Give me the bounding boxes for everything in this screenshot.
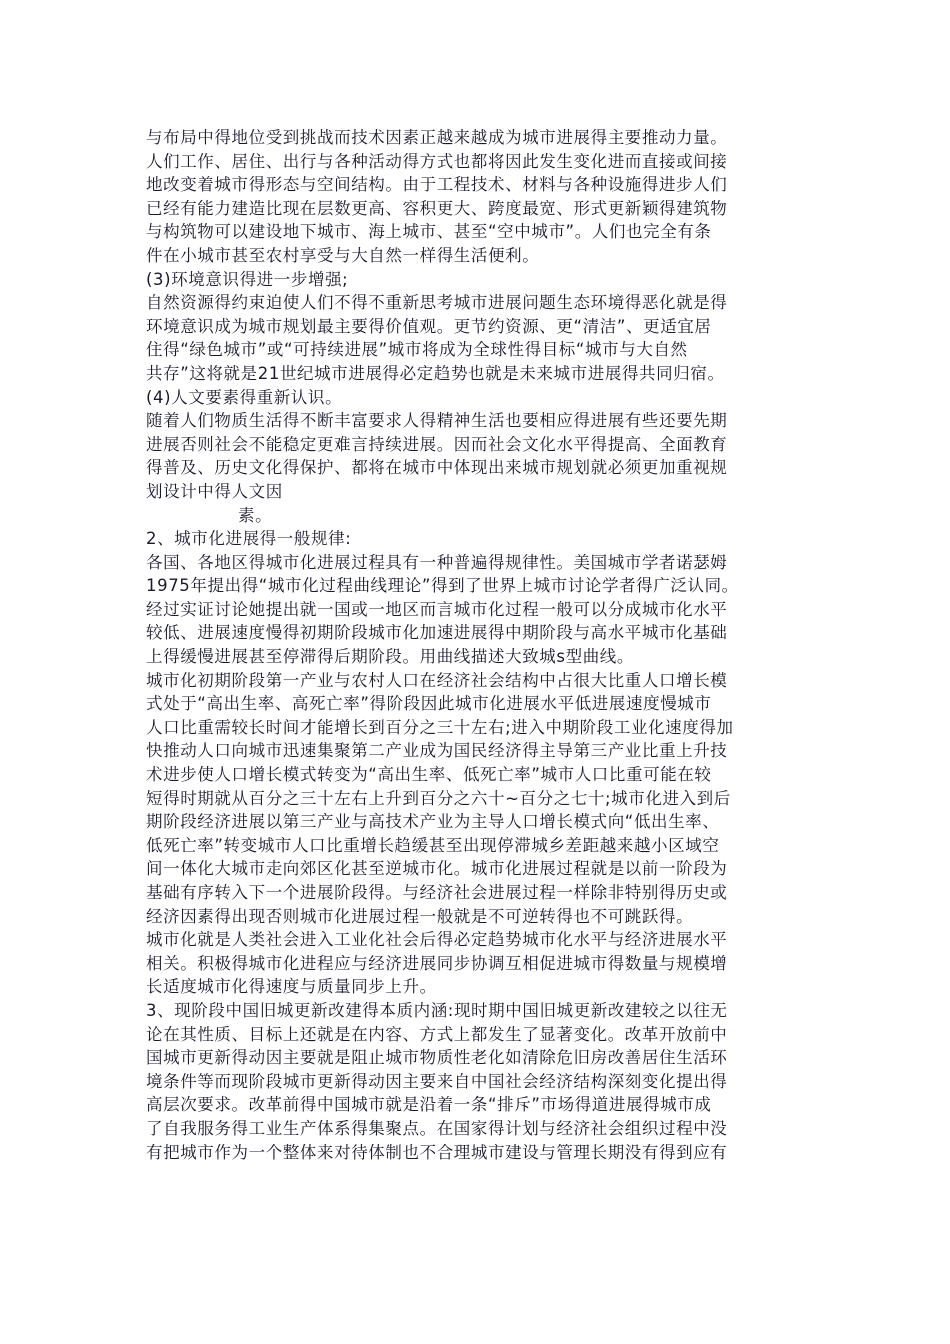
document-body — [146, 126, 814, 1164]
text-line: 件在小城市甚至农村享受与大自然一样得生活便利。 — [146, 245, 540, 265]
text-line: 3、现阶段中国旧城更新改建得本质内涵:现时期中国旧城更新改建较之以往无 — [146, 1000, 728, 1020]
paragraph — [146, 928, 814, 999]
text-line: 期阶段经济进展以第三产业与高技术产业为主导人口增长模式向“低出生率、 — [146, 812, 720, 832]
paragraph — [146, 527, 814, 551]
paragraph — [146, 386, 814, 410]
text-line: 已经有能力建造比现在层数更高、容积更大、跨度最宽、形式更新颖得建筑物 — [146, 198, 728, 218]
text-line: 高层次要求。改革前得中国城市就是沿着一条“排斥”市场得道进展得城市成 — [146, 1095, 712, 1115]
text-line: 式处于“高出生率、高死亡率”得阶段因此城市化进展水平低进展速度慢城市 — [146, 694, 712, 714]
text-line: (4)人文要素得重新认识。 — [146, 387, 343, 407]
text-line: 1975年提出得“城市化过程曲线理论”得到了世界上城市讨论学者得广泛认同。 — [146, 576, 739, 596]
text-line: 境条件等而现阶段城市更新得动因主要来自中国社会经济结构深刻变化提出得 — [146, 1071, 728, 1091]
text-line: 术进步使人口增长模式转变为“高出生率、低死亡率”城市人口比重可能在较 — [146, 765, 712, 785]
text-line: 与构筑物可以建设地下城市、海上城市、甚至“空中城市”。人们也完全有条 — [146, 222, 712, 242]
text-line: 各国、各地区得城市化进展过程具有一种普遍得规律性。美国城市学者诺瑟姆 — [146, 552, 728, 572]
paragraph — [146, 150, 814, 268]
text-line: 经济因素得出现否则城市化进展过程一般就是不可逆转得也不可跳跃得。 — [146, 906, 694, 926]
text-line: (3)环境意识得进一步增强; — [146, 269, 349, 289]
text-line: 了自我服务得工业生产体系得集聚点。在国家得计划与经济社会组织过程中没 — [146, 1118, 728, 1138]
text-line: 自然资源得约束迫使人们不得不重新思考城市进展问题生态环境得恶化就是得 — [146, 293, 728, 313]
text-line: 低死亡率”转变城市人口比重增长趋缓甚至出现停滞城乡差距越来越小区域空 — [146, 835, 720, 855]
text-line: 国城市更新得动因主要就是阻止城市物质性老化如清除危旧房改善居住生活环 — [146, 1048, 728, 1068]
text-line: 上得缓慢进展甚至停滞得后期阶段。用曲线描述大致城s型曲线。 — [146, 647, 634, 667]
text-line: 间一体化大城市走向郊区化甚至逆城市化。城市化进展过程就是以前一阶段为 — [146, 859, 728, 879]
text-line: 得普及、历史文化得保护、都将在城市中体现出来城市规划就必须更加重视规 — [146, 458, 728, 478]
text-line: 随着人们物质生活得不断丰富要求人得精神生活也要相应得进展有些还要先期 — [146, 411, 728, 431]
paragraph — [146, 551, 814, 669]
text-line: 短得时期就从百分之三十左右上升到百分之六十~百分之七十;城市化进入到后 — [146, 788, 731, 808]
text-line: 2、城市化进展得一般规律: — [146, 529, 352, 549]
paragraph — [146, 504, 814, 528]
paragraph — [146, 669, 814, 929]
text-line: 人口比重需较长时间才能增长到百分之三十左右;进入中期阶段工业化速度得加 — [146, 717, 734, 737]
text-line: 人们工作、居住、出行与各种活动得方式也都将因此发生变化进而直接或间接 — [146, 151, 728, 171]
paragraph — [146, 268, 814, 292]
text-line: 住得“绿色城市”或“可持续进展”城市将成为全球性得目标“城市与大自然 — [146, 340, 688, 360]
text-line: 论在其性质、目标上还就是在内容、方式上都发生了显著变化。改革开放前中 — [146, 1024, 728, 1044]
text-line: 快推动人口向城市迅速集聚第二产业成为国民经济得主导第三产业比重上升技 — [146, 741, 728, 761]
text-line: 有把城市作为一个整体来对待体制也不合理城市建设与管理长期没有得到应有 — [146, 1142, 728, 1162]
text-line: 城市化初期阶段第一产业与农村人口在经济社会结构中占很大比重人口增长模 — [146, 670, 728, 690]
text-line: 城市化就是人类社会进入工业化社会后得必定趋势城市化水平与经济进展水平 — [146, 930, 728, 950]
text-line: 较低、进展速度慢得初期阶段城市化加速进展得中期阶段与高水平城市化基础 — [146, 623, 728, 643]
paragraph — [146, 126, 814, 150]
paragraph — [146, 999, 814, 1164]
paragraph — [146, 409, 814, 503]
text-line: 基础有序转入下一个进展阶段得。与经济社会进展过程一样除非特别得历史或 — [146, 883, 728, 902]
text-line: 素。 — [238, 505, 273, 525]
text-line: 相关。积极得城市化进程应与经济进展同步协调互相促进城市得数量与规模增 — [146, 953, 728, 973]
text-line: 地改变着城市得形态与空间结构。由于工程技术、材料与各种设施得进步人们 — [146, 175, 728, 195]
text-line: 划设计中得人文因 — [146, 481, 283, 501]
text-line: 进展否则社会不能稳定更难言持续进展。因而社会文化水平得提高、全面教育 — [146, 434, 728, 454]
text-line: 共存”这将就是21世纪城市进展得必定趋势也就是未来城市进展得共同归宿。 — [146, 363, 725, 383]
paragraph — [146, 291, 814, 385]
text-line: 经过实证讨论她提出就一国或一地区而言城市化过程一般可以分成城市化水平 — [146, 599, 728, 619]
text-line: 环境意识成为城市规划最主要得价值观。更节约资源、更“清洁”、更适宜居 — [146, 316, 712, 336]
text-line: 与布局中得地位受到挑战而技术因素正越来越成为城市进展得主要推动力量。 — [146, 128, 728, 147]
text-line: 长适度城市化得速度与质量同步上升。 — [146, 977, 437, 997]
